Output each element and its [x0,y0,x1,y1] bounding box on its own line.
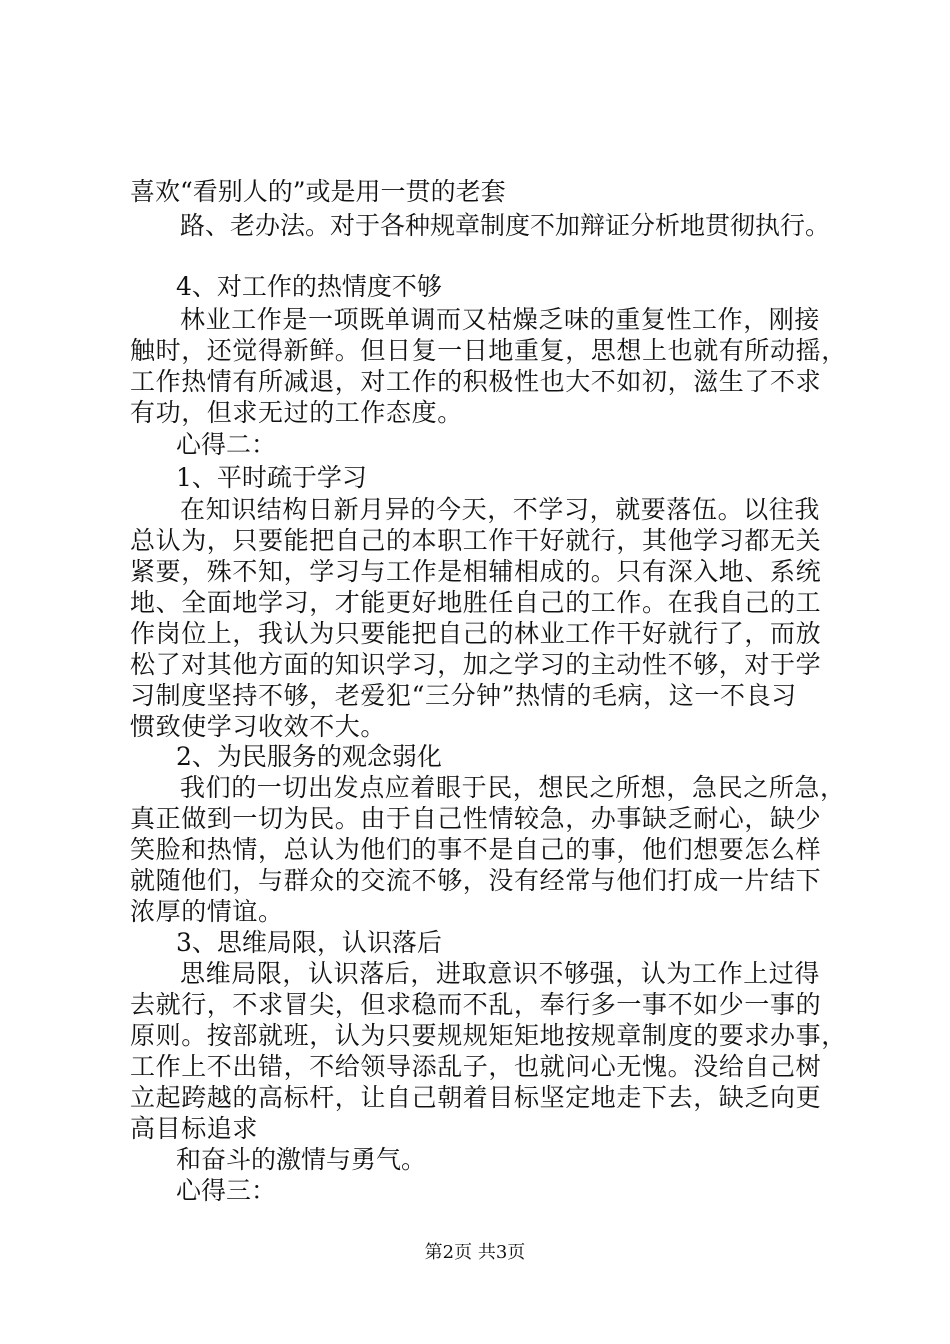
text-line: 惯致使学习收效不大。 [130,712,387,741]
text-line: 立起跨越的高标杆，让自己朝着目标坚定地走下去，缺乏向更 [130,1083,822,1112]
text-line: 有功，但求无过的工作态度。 [130,398,463,427]
text-line: 工作上不出错，不给领导添乱子，也就问心无愧。没给自己树 [130,1052,822,1081]
text-line: 地、全面地学习，才能更好地胜任自己的工作。在我自己的工 [130,588,822,617]
text-line: 就随他们，与群众的交流不够，没有经常与他们打成一片结下 [130,866,822,895]
text-line: 在知识结构日新月异的今天，不学习，就要落伍。以往我 [180,495,821,524]
text-line: 我们的一切出发点应着眼于民，想民之所想，急民之所急， [180,773,846,802]
text-line: 思维局限，认识落后，进取意识不够强，认为工作上过得 [180,959,821,988]
text-line: 喜欢“看别人的”或是用一贯的老套 [130,177,506,206]
text-line: 和奋斗的激情与勇气。 [176,1145,427,1174]
section-heading: 1、平时疏于学习 [176,463,367,492]
section-heading: 3、思维局限，认识落后 [176,928,442,957]
text-line: 真正做到一切为民。由于自己性情较急，办事缺乏耐心，缺少 [130,804,822,833]
text-line: 路、老办法。对于各种规章制度不加辩证分析地贯彻执行。 [180,211,831,240]
text-line: 触时，还觉得新鲜。但日复一日地重复，思想上也就有所动摇， [130,336,847,365]
text-line: 工作热情有所减退，对工作的积极性也大不如初，滋生了不求 [130,367,822,396]
section-heading: 2、为民服务的观念弱化 [176,742,442,771]
text-line: 原则。按部就班，认为只要规规矩矩地按规章制度的要求办事， [130,1021,847,1050]
section-title: 心得二： [176,430,277,459]
text-line: 紧要，殊不知，学习与工作是相辅相成的。只有深入地、系统 [130,557,822,586]
text-line: 笑脸和热情，总认为他们的事不是自己的事，他们想要怎么样 [130,835,822,864]
text-line: 林业工作是一项既单调而又枯燥乏味的重复性工作，刚接 [180,305,821,334]
text-line: 高目标追求 [130,1114,259,1143]
text-line: 松了对其他方面的知识学习，加之学习的主动性不够，对于学 [130,650,822,679]
text-line: 习制度坚持不够，老爱犯“三分钟”热情的毛病，这一不良习 [130,681,797,710]
page-number-footer: 第2页 共3页 [424,1242,526,1263]
text-line: 总认为，只要能把自己的本职工作干好就行，其他学习都无关 [130,526,822,555]
section-heading: 4、对工作的热情度不够 [176,272,442,301]
text-line: 去就行，不求冒尖，但求稳而不乱，奉行多一事不如少一事的 [130,990,822,1019]
text-line: 作岗位上，我认为只要能把自己的林业工作干好就行了，而放 [130,619,822,648]
section-title: 心得三： [176,1176,277,1205]
text-line: 浓厚的情谊。 [130,897,284,926]
